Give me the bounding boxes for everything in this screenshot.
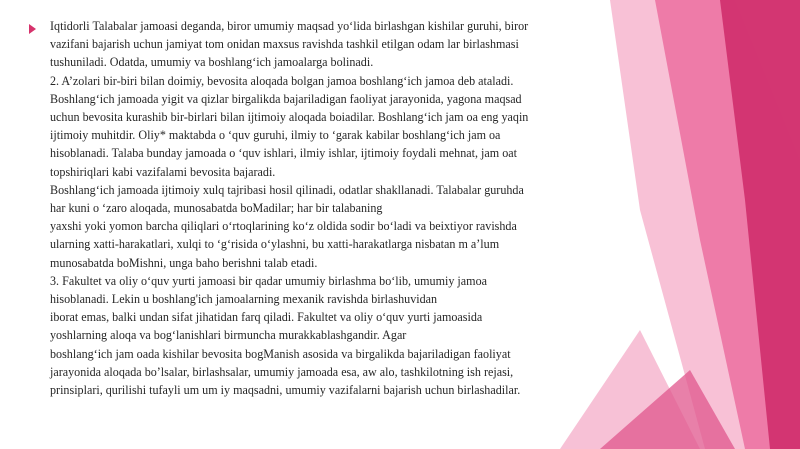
- text-line: iborat emas, balki undan sifat jihatidan farq qiladi. Fakultet va oliy o‘quv yurti jamoasida: [50, 310, 483, 325]
- text-line: yaxshi yoki yomon barcha qiliqlari o‘rtoqlarining ko‘z oldida sodir bo‘ladi va beixtiyor ravishda: [50, 219, 517, 234]
- text-line: ularning xatti-harakatlari, xulqi to ‘g‘risida o‘ylashni, bu xatti-harakatlarga nisbatan m a’lum: [50, 237, 500, 252]
- text-line: har kuni o ‘zaro aloqada, munosabatda boMadilar; har bir talabaning: [50, 201, 383, 216]
- text-line: Boshlang‘ich jamoada ijtimoiy xulq tajribasi hosil qilinadi, odatlar shakllanadi. Talabalar guruhda: [50, 182, 524, 197]
- text-line: Iqtidorli Talabalar jamoasi deganda, biror umumiy maqsad yo‘lida birlashgan kishilar guruhi, biror: [50, 19, 529, 33]
- text-line: yoshlarning aloqa va bog‘lanishlari birmuncha murakkablashgandir. Agar: [50, 328, 407, 343]
- text-line: ijtimoiy muhitdir. Oliy* maktabda o ‘quv guruhi, ilmiy to ‘garak kabilar boshlang‘ich jam oa: [50, 128, 501, 143]
- text-line: munosabatda boMishni, unga baho berishni talab etadi.: [50, 255, 318, 270]
- text-line: 3. Fakultet va oliy o‘quv yurti jamoasi bir qadar umumiy birlashma bo‘lib, umumiy jamoa: [50, 273, 487, 288]
- text-line: hisoblanadi. Talaba bunday jamoada o ‘quv ishlari, ilmiy ishlar, ijtimoiy foydali mehnat, jam oat: [50, 146, 517, 161]
- text-line: tushuniladi. Odatda, umumiy va boshlang‘ich jamoalarga bolinadi.: [50, 55, 374, 70]
- text-line: topshiriqlari kabi vazifalami bevosita bajaradi.: [50, 164, 276, 179]
- text-line: 2. A’zolari bir-biri bilan doimiy, bevosita aloqada bolgan jamoa boshlang‘ich jamoa deb ataladi.: [50, 73, 514, 88]
- text-line: prinsiplari, qurilishi tufayli um um iy maqsadni, umumiy vazifalarni bajarish uchun birlashadilar.: [50, 383, 521, 398]
- text-line: boshlang‘ich jam oada kishilar bevosita bogManish asosida va birgalikda bajariladigan faoliyat: [50, 346, 511, 361]
- text-line: uchun bevosita kurashib bir-birlari bilan ijtimoiy aloqada boiadilar. Boshlang‘ich jam oa eng yaqin: [50, 110, 529, 125]
- triangle-bullet-icon: [29, 24, 36, 34]
- body-paragraph: [50, 17, 590, 399]
- text-line: vazifani bajarish uchun jamiyat tom onidan maxsus ravishda tashkil etilgan odam lar birlashmasi: [50, 37, 519, 52]
- text-line: hisoblanadi. Lekin u boshlang'ich jamoalarning mexanik ravishda birlashuvidan: [50, 292, 438, 307]
- text-line: Boshlang‘ich jamoada yigit va qizlar birgalikda bajariladigan faoliyat jarayonida, yagona maqsad: [50, 91, 522, 106]
- text-line: jarayonida aloqada bo’lsalar, birlashsalar, umumiy jamoada esa, aw alo, tashkilotning ish rejasi,: [50, 364, 514, 379]
